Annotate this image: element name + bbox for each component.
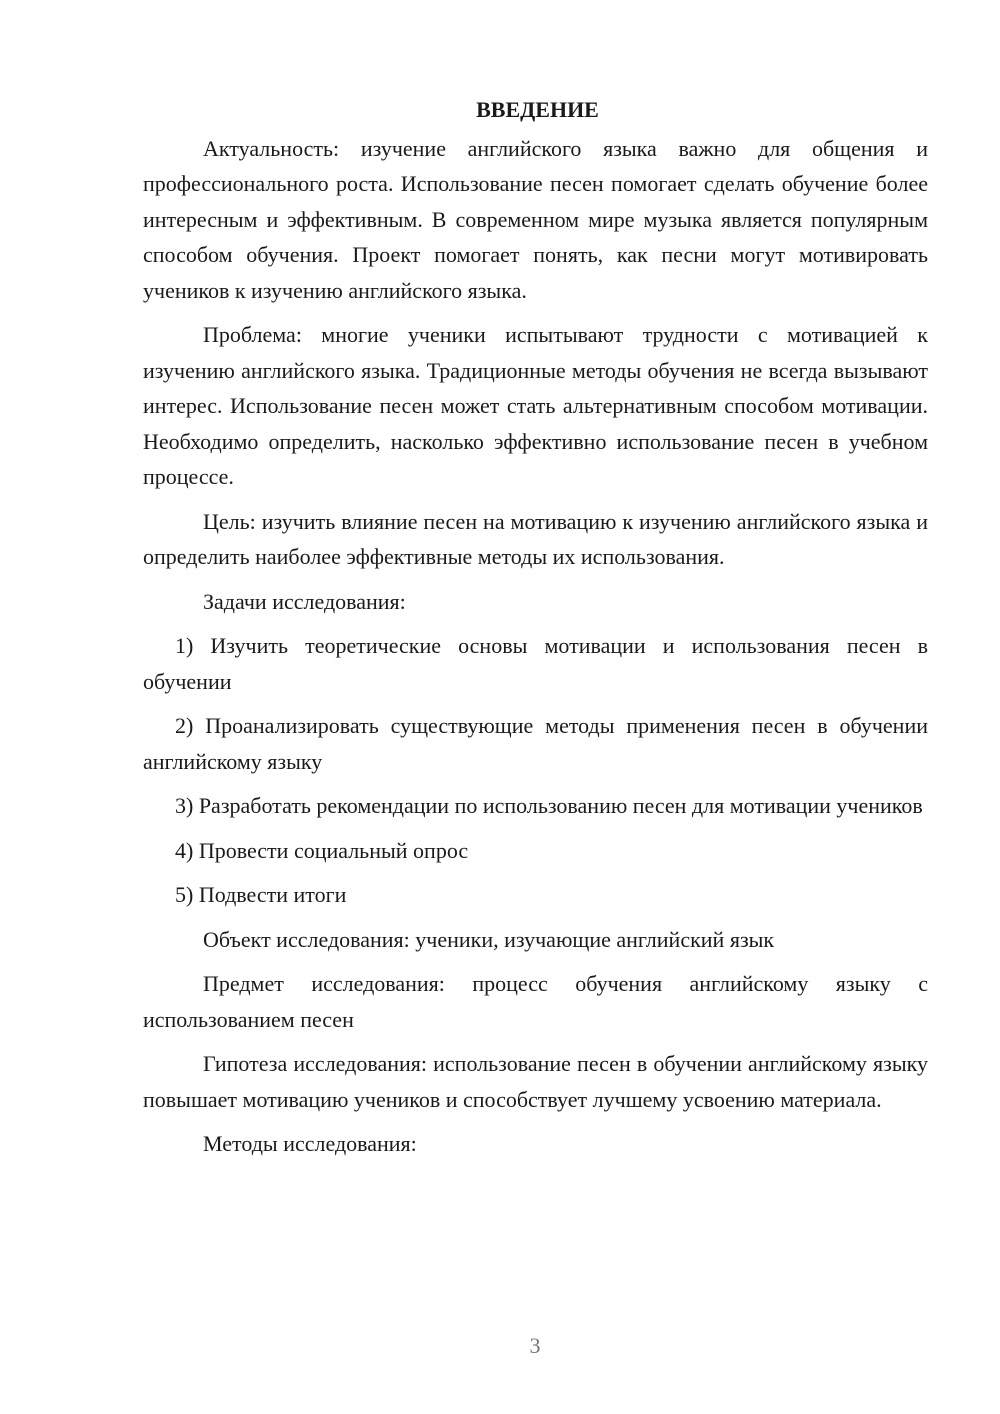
subject-paragraph: Предмет исследования: процесс обучения английскому языку с использованием песен (143, 971, 928, 1032)
task-item-2: 2) Проанализировать существующие методы применения песен в обучении английскому языку (143, 713, 928, 774)
hypothesis-paragraph: Гипотеза исследования: использование песен в обучении английскому языку повышает мотивацию учеников и способствует лучшему усвоению материала. (143, 1051, 928, 1112)
object-paragraph: Объект исследования: ученики, изучающие английский язык (203, 926, 775, 952)
page-title: ВВЕДЕНИЕ (476, 97, 599, 122)
tasks-heading: Задачи исследования: (203, 588, 406, 614)
relevance-paragraph: Актуальность: изучение английского языка важно для общения и профессионального роста. Использование песен помогает сделать обучение более интересным и эффективным. В современном мире музыка является популярным способом обучения. Проект помогает понять, как песни могут мотивировать учеников к изучению английского языка. (143, 135, 928, 303)
task-item-4: 4) Провести социальный опрос (175, 837, 469, 863)
page-number: 3 (529, 1333, 541, 1358)
goal-paragraph: Цель: изучить влияние песен на мотивацию к изучению английского языка и определить наиболее эффективные методы их использования. (143, 508, 928, 569)
problem-paragraph: Проблема: многие ученики испытывают трудности с мотивацией к изучению английского языка. Традиционные методы обучения не всегда вызывают интерес. Использование песен может стать альтернативным способом мотивации. Необходимо определить, насколько эффективно использование песен в учебном процессе. (143, 322, 928, 489)
methods-heading: Методы исследования: (203, 1131, 417, 1156)
task-item-3: 3) Разработать рекомендации по использованию песен для мотивации учеников (175, 793, 923, 818)
task-item-5: 5) Подвести итоги (175, 882, 347, 907)
task-item-1: 1) Изучить теоретические основы мотивации и использования песен в обучении (143, 633, 928, 694)
document-page (143, 92, 928, 1162)
